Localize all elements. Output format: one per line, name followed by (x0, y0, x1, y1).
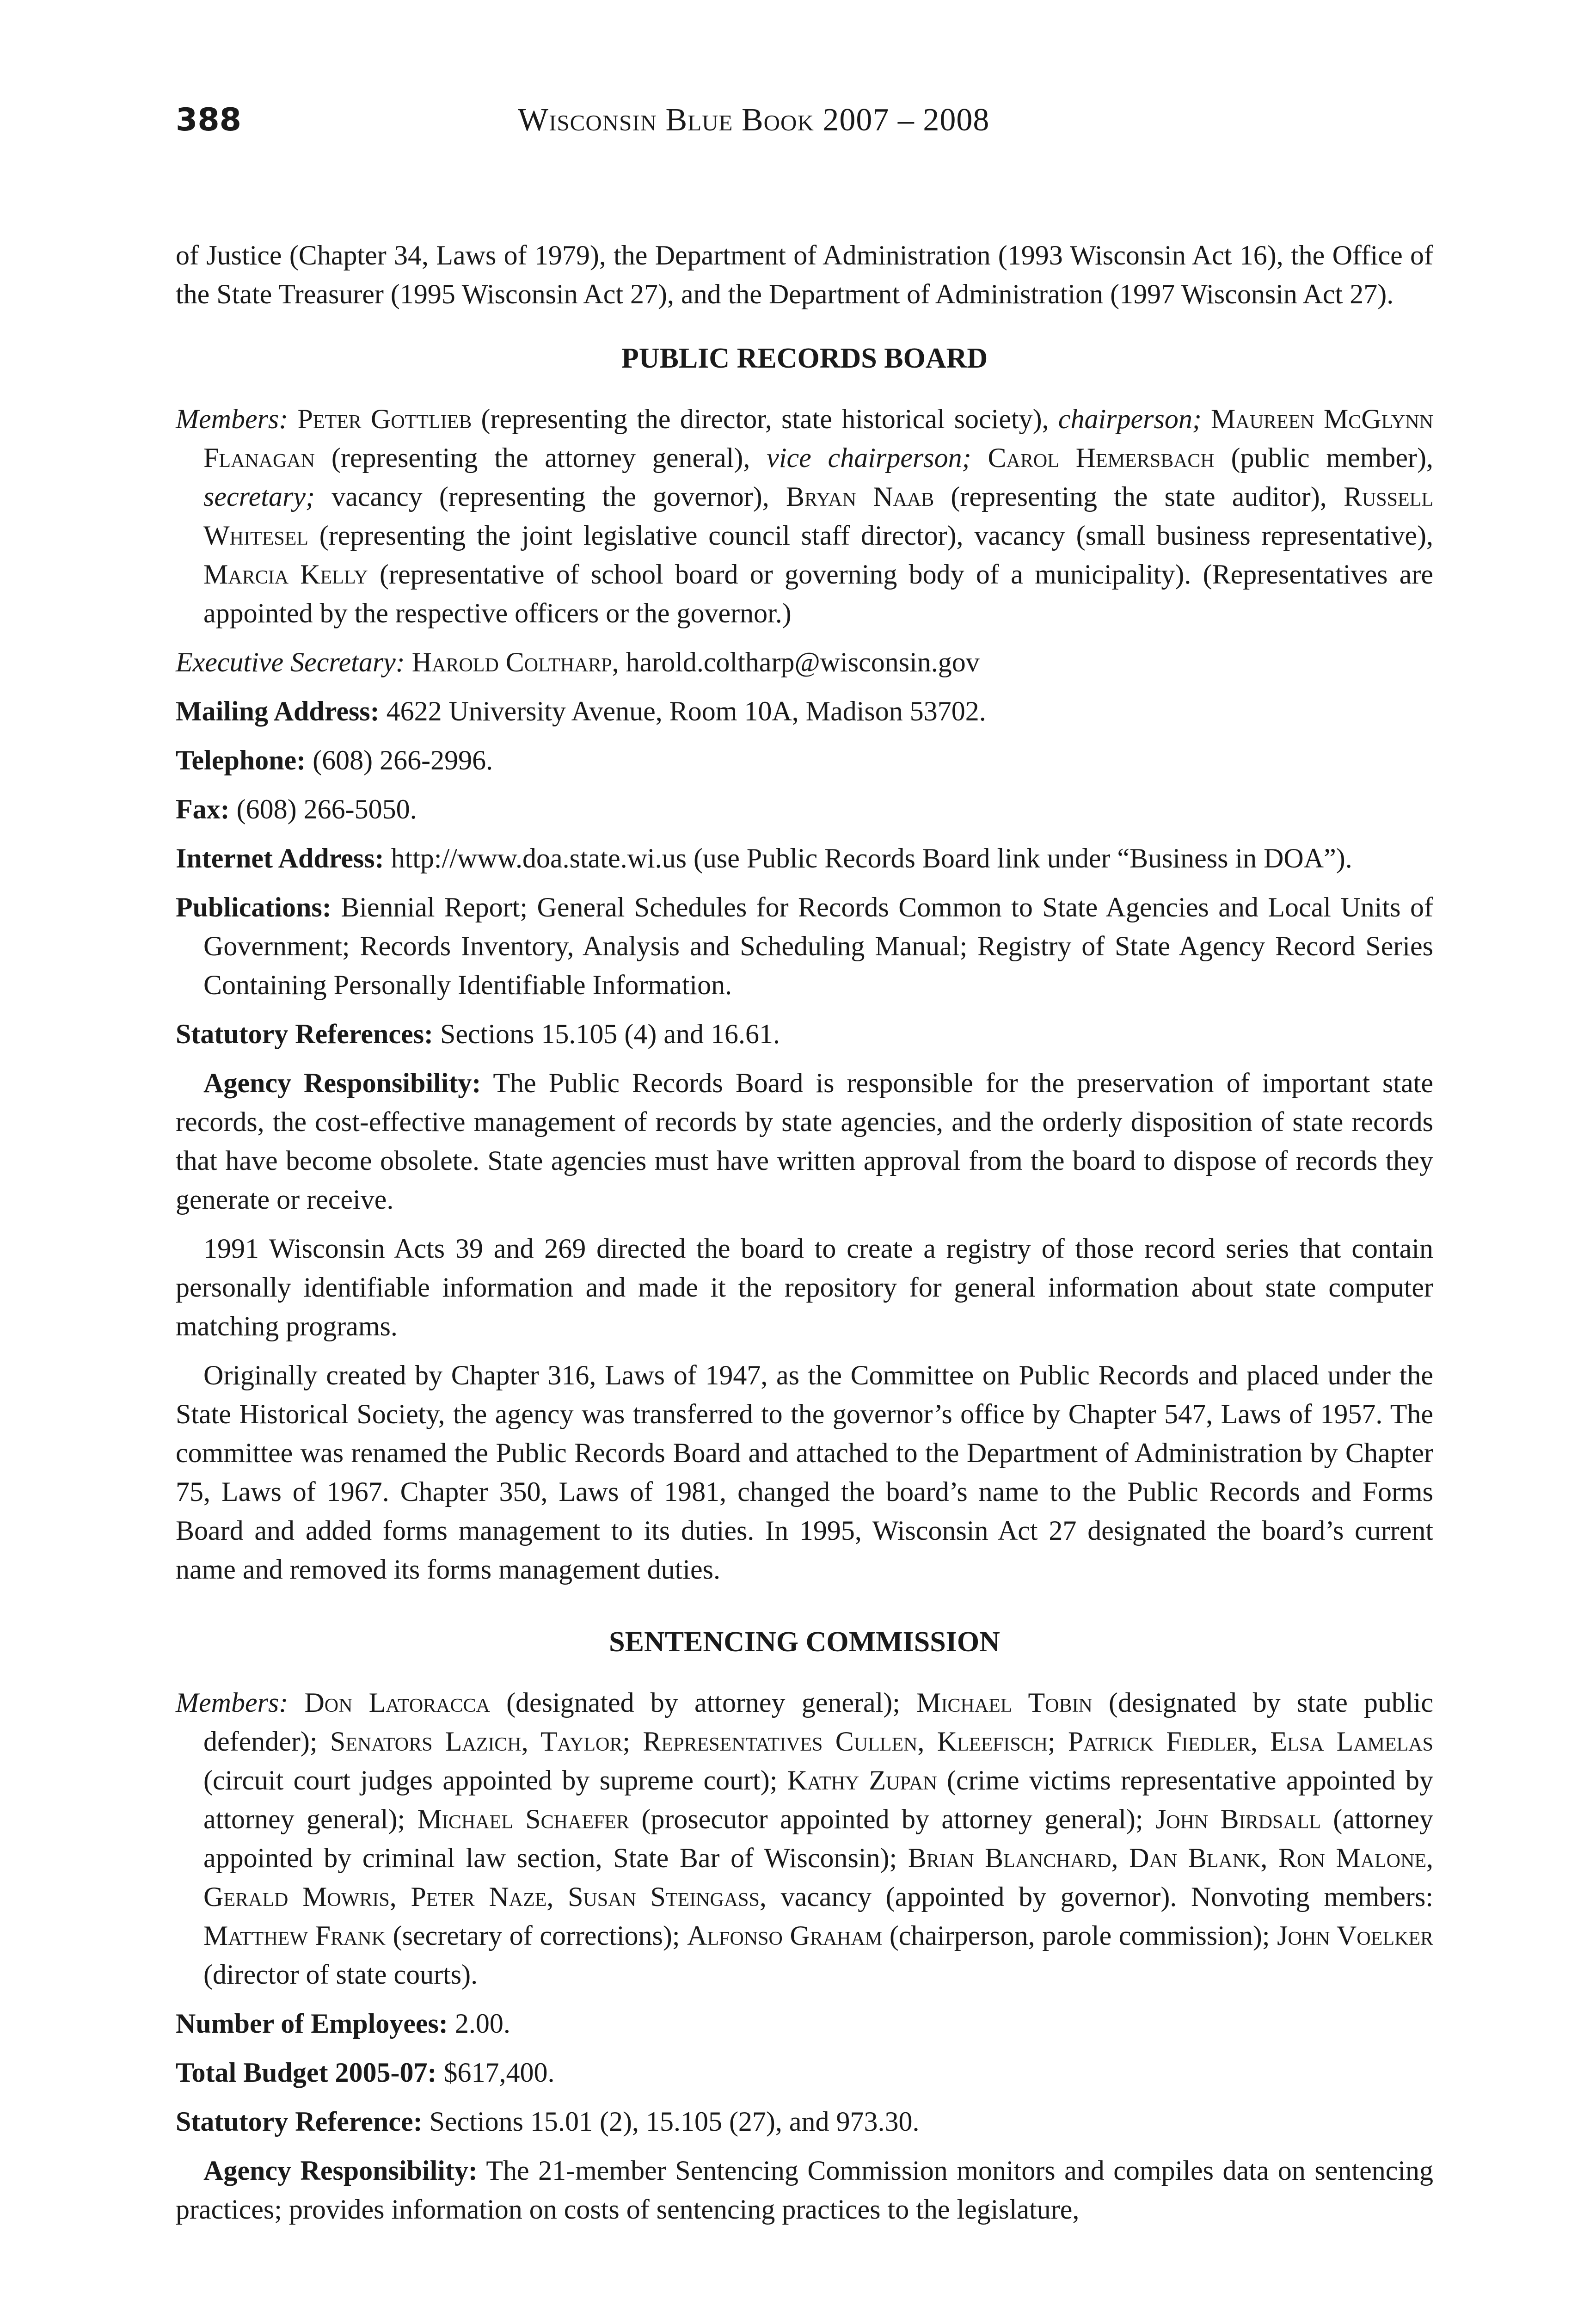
field-label: Mailing Address: (176, 696, 380, 726)
member-name: Matthew Frank (203, 1920, 386, 1951)
field-value: Sections 15.01 (2), 15.105 (27), and 973.30. (422, 2106, 920, 2137)
member-role: (designated by state public defender); (203, 1687, 1434, 1757)
prb-fax (176, 790, 1433, 829)
member-name: Brian Blanchard, Dan Blank, Ron Malone, Gerald Mowris, Peter Naze, Susan Steingass, (203, 1843, 1433, 1912)
field-value: The 21-member Sentencing Commission monitors and compiles data on sentencing practices; provides information on costs of sentencing practices to the legislature, (176, 2155, 1433, 2225)
prb-executive-secretary (176, 643, 1433, 682)
running-head: Wisconsin Blue Book 2007 – 2008 (518, 102, 990, 138)
field-value: Biennial Report; General Schedules for Records Common to State Agencies and Local Units of Government; Records Inventory, Analysis and Scheduling Manual; Registry of State Agency Record Series Containing Personally Identifiable Information. (203, 892, 1433, 1000)
member-role: (public member), (1214, 443, 1433, 473)
field-label: Internet Address: (176, 843, 384, 873)
members-label: Members: (176, 1687, 289, 1718)
field-label: Telephone: (176, 745, 306, 775)
continuation-paragraph: of Justice (Chapter 34, Laws of 1979), the Department of Administration (1993 Wisconsin Act 16), the Office of the State Treasurer (1995 Wisconsin Act 27), and the Department of Administration (1997 Wisconsin Act 27). (176, 240, 1433, 309)
member-name: Bryan Naab (786, 481, 934, 512)
section-title-sentencing-commission: SENTENCING COMMISSION (609, 1626, 1000, 1658)
member-name: Carol Hemersbach (988, 443, 1215, 473)
member-name: Michael Schaefer (417, 1804, 630, 1834)
page-header (176, 92, 1433, 148)
field-value: (608) 266-2996. (306, 745, 493, 775)
field-value: 2.00. (448, 2008, 510, 2039)
member-name: Kathy Zupan (787, 1765, 937, 1795)
field-label: Statutory Reference: (176, 2106, 423, 2137)
section-title-public-records-board: PUBLIC RECORDS BOARD (621, 343, 988, 374)
prb-statutory-references (176, 1015, 1433, 1053)
page-body (176, 236, 1433, 2229)
sc-members (176, 1683, 1433, 1994)
field-label: Number of Employees: (176, 2008, 448, 2039)
sc-agency-responsibility (176, 2151, 1433, 2229)
member-title: secretary; (203, 481, 315, 512)
exec-name: Harold Coltharp (411, 647, 612, 677)
member-name: Maureen McGlynn Flanagan (203, 404, 1434, 473)
prb-history-paragraph: 1991 Wisconsin Acts 39 and 269 directed the board to create a registry of those record series that contain personally identifiable information and made it the repository for general information about state computer matching programs. (176, 1233, 1433, 1341)
member-name: Senators Lazich, Taylor; Representatives Cullen, Kleefisch; Patrick Fiedler, Elsa Lamelas (330, 1726, 1433, 1757)
field-value: $617,400. (436, 2057, 555, 2088)
field-label: Total Budget 2005-07: (176, 2057, 437, 2088)
member-role: (representing the attorney general), (315, 443, 767, 473)
exec-email: , harold.coltharp@wisconsin.gov (612, 647, 980, 677)
member-name: John Birdsall (1155, 1804, 1321, 1834)
field-value: 4622 University Avenue, Room 10A, Madison 53702. (379, 696, 986, 726)
member-name: Russell Whitesel (203, 481, 1433, 551)
prb-agency-responsibility (176, 1064, 1433, 1219)
member-role: (representing the director, state historical society), (472, 404, 1058, 434)
member-title: vice chairperson; (767, 443, 971, 473)
member-role: (representing the joint legislative council staff director), vacancy (small business representative), (308, 520, 1433, 551)
member-title: chairperson; (1058, 404, 1202, 434)
sc-total-budget (176, 2053, 1433, 2092)
member-name: Marcia Kelly (203, 559, 368, 590)
field-label: Statutory References: (176, 1019, 434, 1049)
member-role: (secretary of corrections); (385, 1920, 688, 1951)
field-label: Agency Responsibility: (203, 1068, 481, 1098)
prb-mailing-address (176, 692, 1433, 731)
member-role: (director of state courts). (203, 1959, 478, 1990)
field-value: http://www.doa.state.wi.us (use Public Records Board link under “Business in DOA”). (384, 843, 1352, 873)
prb-publications (176, 888, 1433, 1004)
field-label: Fax: (176, 794, 230, 824)
prb-members (176, 400, 1433, 633)
member-role: vacancy (appointed by governor). Nonvoting members: (766, 1882, 1433, 1912)
member-role: vacancy (representing the governor), (315, 481, 786, 512)
member-name: Alfonso Graham (687, 1920, 883, 1951)
prb-telephone (176, 741, 1433, 780)
members-label: Members: (176, 404, 289, 434)
member-role: (prosecutor appointed by attorney general); (629, 1804, 1155, 1834)
prb-history-paragraph: Originally created by Chapter 316, Laws of 1947, as the Committee on Public Records and placed under the State Historical Society, the agency was transferred to the governor’s office by Chapter 547, Laws of 1957. The committee was renamed the Public Records Board and attached to the Department of Administration by Chapter 75, Laws of 1967. Chapter 350, Laws of 1981, changed the board’s name to the Public Records and Forms Board and added forms management to its duties. In 1995, Wisconsin Act 27 designated the board’s current name and removed its forms management duties. (176, 1360, 1433, 1585)
member-name: Michael Tobin (916, 1687, 1093, 1718)
member-role: (attorney appointed by criminal law section, State Bar of Wisconsin); (203, 1804, 1433, 1873)
field-value: (608) 266-5050. (229, 794, 417, 824)
member-role: (representing the state auditor), (934, 481, 1344, 512)
member-name: Peter Gottlieb (297, 404, 472, 434)
exec-label: Executive Secretary: (176, 647, 405, 677)
field-label: Publications: (176, 892, 331, 922)
page-number: 388 (176, 102, 241, 138)
member-role: (circuit court judges appointed by supreme court); (203, 1765, 787, 1795)
sc-statutory-reference (176, 2102, 1433, 2141)
field-value: The Public Records Board is responsible for the preservation of important state records, the cost-effective management of records by state agencies, and the orderly disposition of state records that have become obsolete. State agencies must have written approval from the board to dispose of records they generate or receive. (176, 1068, 1434, 1215)
prb-internet-address (176, 839, 1433, 878)
member-name: John Voelker (1277, 1920, 1434, 1951)
member-name: Don Latoracca (304, 1687, 490, 1718)
member-role: (crime victims representative appointed by attorney general); (203, 1765, 1433, 1834)
member-role: (chairperson, parole commission); (882, 1920, 1277, 1951)
field-label: Agency Responsibility: (203, 2155, 478, 2186)
sc-number-of-employees (176, 2004, 1433, 2043)
field-value: Sections 15.105 (4) and 16.61. (433, 1019, 780, 1049)
member-role: (designated by attorney general); (490, 1687, 917, 1718)
member-role: (representative of school board or governing body of a municipality). (Representatives are appointed by the respective officers or the governor.) (203, 559, 1433, 628)
page (176, 92, 1433, 2229)
